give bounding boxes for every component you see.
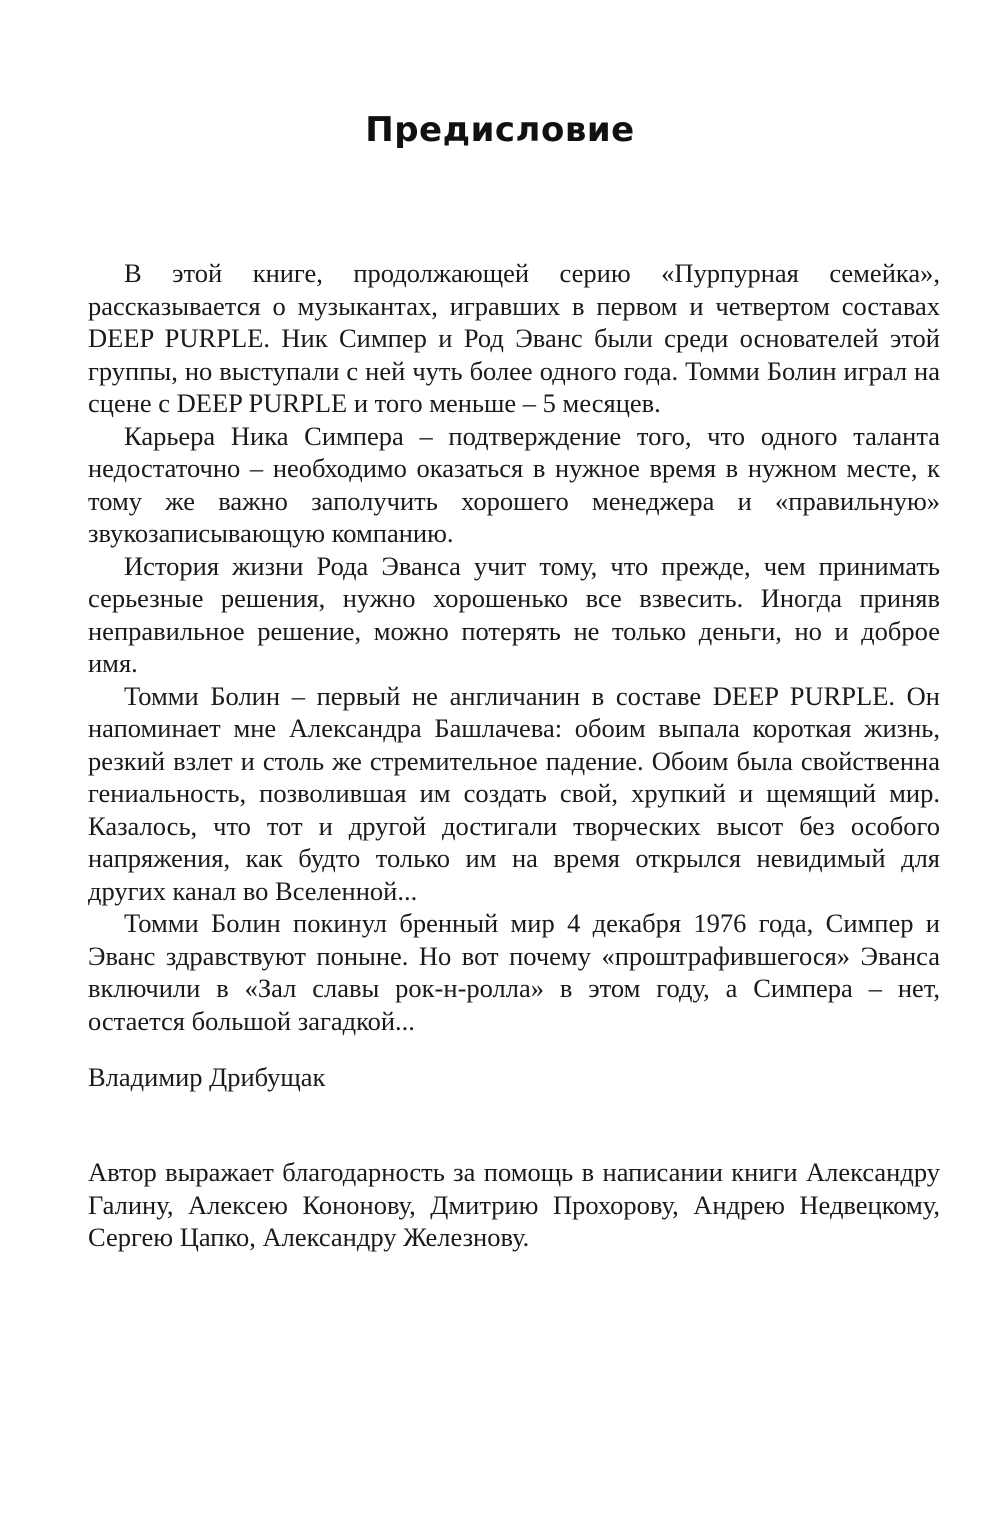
paragraph: Томми Болин покинул бренный мир 4 декабря 1976 года, Симпер и Эванс здравствуют поныне. Но вот почему «проштрафившегося» Эванса включили в «Зал славы рок-н-ролла» в этом году, а Симпера – нет, остается большой загадкой... (88, 908, 940, 1036)
page-title: Предисловие (365, 110, 635, 150)
acknowledgement-block (88, 1156, 940, 1254)
paragraph: В этой книге, продолжающей серию «Пурпурная семейка», рассказывается о музыкантах, игравших в первом и четвертом составах DEEP PURPLE. Ник Симпер и Род Эванс были среди основателей этой группы, но выступали с ней чуть более одного года. Томми Болин играл на сцене с DEEP PURPLE и того меньше – 5 месяцев. (88, 258, 940, 418)
acknowledgement-text: Автор выражает благодарность за помощь в написании книги Александру Галину, Алексею Кононову, Дмитрию Прохорову, Андрею Недвецкому, Сергею Цапко, Александру Железнову. (88, 1157, 940, 1252)
preface-body (88, 257, 940, 1037)
paragraph: Томми Болин – первый не англичанин в составе DEEP PURPLE. Он напоминает мне Александра Башлачева: обоим выпала короткая жизнь, резкий взлет и столь же стремительное падение. Обоим была свойственна гениальность, позволившая им создать свой, хрупкий и щемящий мир. Казалось, что тот и другой достигали творческих высот без особого напряжения, как будто только им на время открылся невидимый для других канал во Вселенной... (88, 680, 940, 906)
paragraph: Карьера Ника Симпера – подтверждение того, что одного таланта недостаточно – необходимо оказаться в нужное время в нужном месте, к тому же важно заполучить хорошего менеджера и «правильную» звукозаписывающую компанию. (88, 420, 940, 548)
paragraph: История жизни Рода Эванса учит тому, что прежде, чем принимать серьезные решения, нужно хорошенько все взвесить. Иногда приняв неправильное решение, можно потерять не только деньги, но и доброе имя. (88, 550, 940, 678)
author-signature: Владимир Дрибущак (88, 1062, 326, 1092)
